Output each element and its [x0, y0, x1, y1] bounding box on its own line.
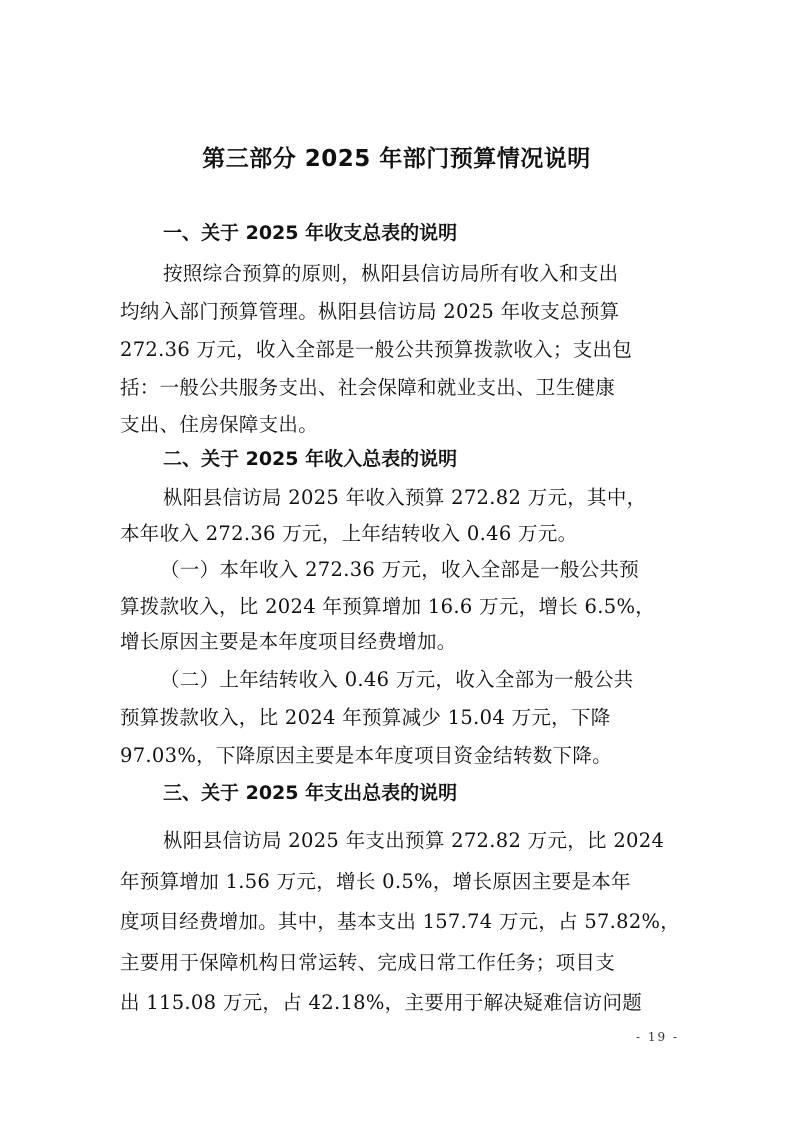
page-number: - 19 -: [636, 1030, 680, 1044]
paragraph-line: 枞阳县信访局 2025 年支出预算 272.82 万元，比 2024: [163, 829, 665, 852]
paragraph-line: 97.03%，下降原因主要是本年度项目资金结转数下降。: [120, 744, 612, 767]
section1-heading: 一、关于 2025 年收支总表的说明: [163, 222, 458, 244]
paragraph-line: 出 115.08 万元，占 42.18%，主要用于解决疑难信访问题: [120, 991, 643, 1014]
paragraph-line: 年预算增加 1.56 万元，增长 0.5%，增长原因主要是本年: [120, 870, 631, 893]
paragraph-line: 主要用于保障机构日常运转、完成日常工作任务；项目支: [120, 951, 616, 974]
page-title: 第三部分 2025 年部门预算情况说明: [202, 146, 591, 172]
paragraph-line: 支出、住房保障支出。: [120, 413, 319, 436]
paragraph-line: 增长原因主要是本年度项目经费增加。: [120, 630, 457, 653]
section2-heading: 二、关于 2025 年收入总表的说明: [163, 448, 458, 470]
paragraph-line: （一）本年收入 272.36 万元，收入全部是一般公共预: [160, 558, 640, 581]
paragraph-line: 枞阳县信访局 2025 年收入预算 272.82 万元，其中，: [163, 486, 647, 509]
paragraph-line: 预算拨款收入，比 2024 年预算减少 15.04 万元，下降: [120, 706, 611, 729]
paragraph-line: （二）上年结转收入 0.46 万元，收入全部为一般公共: [160, 668, 634, 691]
paragraph-line: 度项目经费增加。其中，基本支出 157.74 万元，占 57.82%，: [120, 910, 681, 933]
paragraph-line: 算拨款收入，比 2024 年预算增加 16.6 万元，增长 6.5%，: [120, 595, 656, 618]
paragraph-line: 272.36 万元，收入全部是一般公共预算拨款收入；支出包: [120, 338, 633, 361]
paragraph-line: 按照综合预算的原则，枞阳县信访局所有收入和支出: [163, 262, 619, 285]
section3-heading: 三、关于 2025 年支出总表的说明: [163, 782, 458, 804]
paragraph-line: 本年收入 272.36 万元，上年结转收入 0.46 万元。: [120, 522, 578, 545]
paragraph-line: 括：一般公共服务支出、社会保障和就业支出、卫生健康: [120, 376, 616, 399]
paragraph-line: 均纳入部门预算管理。枞阳县信访局 2025 年收支总预算: [120, 300, 620, 323]
